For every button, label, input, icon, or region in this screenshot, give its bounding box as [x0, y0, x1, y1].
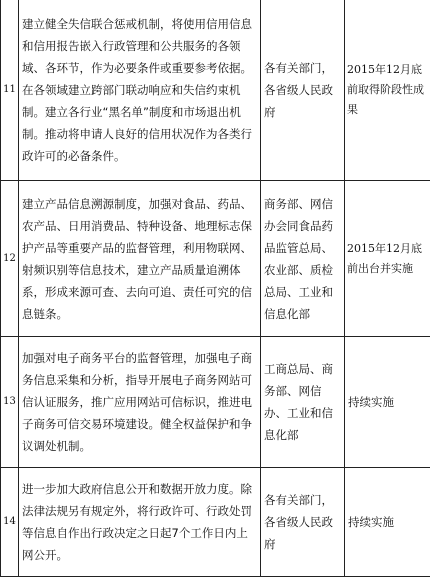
- row-number: 11: [1, 0, 19, 181]
- task-description: 建立健全失信联合惩戒机制，将使用信用信息和信用报告嵌入行政管理和公共服务的各领域、各环节，作为必要条件或重要参考依据。在各领域建立跨部门联动响应和失信约束机制。建立各行业“黑名单”制度和市场退出机制。推动将申请人良好的信用状况作为各类行政许可的必备条件。: [19, 0, 261, 181]
- table-row: [1, 181, 430, 337]
- responsible-department: 商务部、网信办会同食品药品监管总局、农业部、质检总局、工业和信息化部: [261, 181, 345, 337]
- responsible-department: 各有关部门，各省级人民政府: [261, 0, 345, 181]
- responsible-department: 各有关部门，各省级人民政府: [261, 468, 345, 577]
- table-row: [1, 337, 430, 468]
- timeline: 2015年12月底前取得阶段性成果: [345, 0, 430, 181]
- timeline: 持续实施: [345, 337, 430, 468]
- task-description: 建立产品信息溯源制度，加强对食品、药品、农产品、日用消费品、特种设备、地理标志保护产品等重要产品的监督管理，利用物联网、射频识别等信息技术，建立产品质量追溯体系，形成来源可查、去向可追、责任可究的信息链条。: [19, 181, 261, 337]
- table-row: [1, 468, 430, 577]
- row-number: 14: [1, 468, 19, 577]
- timeline: 2015年12月底前出台并实施: [345, 181, 430, 337]
- table-row: [1, 0, 430, 181]
- task-description: 加强对电子商务平台的监督管理，加强电子商务信息采集和分析，指导开展电子商务网站可信认证服务，推广应用网站可信标识，推进电子商务可信交易环境建设。健全权益保护和争议调处机制。: [19, 337, 261, 468]
- timeline: 持续实施: [345, 468, 430, 577]
- row-number: 13: [1, 337, 19, 468]
- row-number: 12: [1, 181, 19, 337]
- task-description: 进一步加大政府信息公开和数据开放力度。除法律法规另有规定外，将行政许可、行政处罚等信息自作出行政决定之日起7个工作日内上网公开。: [19, 468, 261, 577]
- responsible-department: 工商总局、商务部、网信办、工业和信息化部: [261, 337, 345, 468]
